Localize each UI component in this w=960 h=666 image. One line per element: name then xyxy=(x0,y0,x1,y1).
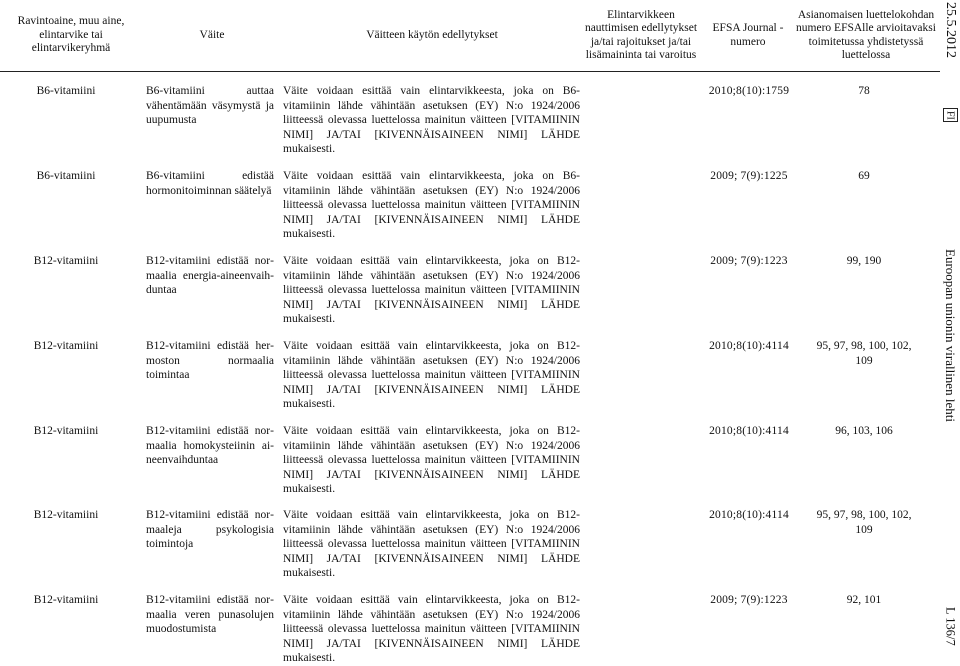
journal-title: Euroopan unionin virallinen lehti xyxy=(943,248,958,422)
page-margin xyxy=(940,0,960,663)
row-journal: 2009; 7(9):1223 xyxy=(710,255,788,267)
row-entry: 92, 101 xyxy=(846,594,882,606)
row-entry: 99, 190 xyxy=(846,255,882,267)
language-badge: FI xyxy=(940,95,960,135)
row-nutrient: B12-vitamiini xyxy=(33,509,99,521)
row-conditions: Väite voidaan esittää vain elintarvikkeesta, joka on B12-vitamiinin lähde vähintään asetuksen (EY) N:o 1924/2006 liitteessä olevassa luettelossa mainitun väitteen [VITAMIININ NIMI] JA/TAI [KIVENNÄISAINEEN NIMI] LÄHDE mukaisesti. xyxy=(283,425,580,495)
row-nutrient: B6-vitamiini xyxy=(36,85,96,97)
header-restrictions: Elintarvikkeen nauttimisen edellytykset ja/tai rajoitukset ja/tai lisämaininta tai varoitus xyxy=(584,8,698,61)
row-claim: B12-vitamiini edistää normaalia energia-aineenvaihduntaa xyxy=(146,255,274,296)
row-journal: 2010;8(10):4114 xyxy=(709,509,789,521)
row-conditions: Väite voidaan esittää vain elintarvikkeesta, joka on B6-vitamiinin lähde vähintään asetuksen (EY) N:o 1924/2006 liitteessä olevassa luettelossa mainitun väitteen [VITAMIININ NIMI] JA/TAI [KIVENNÄISAINEEN NIMI] LÄHDE mukaisesti. xyxy=(283,170,580,240)
row-nutrient: B6-vitamiini xyxy=(36,170,96,182)
row-journal: 2010;8(10):4114 xyxy=(709,340,789,352)
row-nutrient: B12-vitamiini xyxy=(33,340,99,352)
header-efsa-journal: EFSA Journal -numero xyxy=(712,22,784,48)
row-nutrient: B12-vitamiini xyxy=(33,425,99,437)
header-nutrient: Ravintoaine, muu aine, elintarvike tai elintarvikeryhmä xyxy=(17,15,125,55)
header-conditions: Väitteen käytön edellytykset xyxy=(366,28,498,41)
row-nutrient: B12-vitamiini xyxy=(33,255,99,267)
row-journal: 2010;8(10):1759 xyxy=(708,85,790,97)
row-entry: 69 xyxy=(858,170,870,182)
row-journal: 2010;8(10):4114 xyxy=(709,425,789,437)
row-conditions: Väite voidaan esittää vain elintarvikkeesta, joka on B12-vitamiinin lähde vähintään asetuksen (EY) N:o 1924/2006 liitteessä olevassa luettelossa mainitun väitteen [VITAMIININ NIMI] JA/TAI [KIVENNÄISAINEEN NIMI] LÄHDE mukaisesti. xyxy=(283,340,580,410)
row-conditions: Väite voidaan esittää vain elintarvikkeesta, joka on B12-vitamiinin lähde vähintään asetuksen (EY) N:o 1924/2006 liitteessä olevassa luettelossa mainitun väitteen [VITAMIININ NIMI] JA/TAI [KIVENNÄISAINEEN NIMI] LÄHDE mukaisesti. xyxy=(283,509,580,579)
header-entry-number: Asianomaisen luettelokohdan numero EFSAlle arvioitavaksi toimitetussa yhdistetyssä luettelossa xyxy=(796,8,936,61)
row-claim: B12-vitamiini edistää hermoston normaalia toimintaa xyxy=(146,340,274,381)
row-conditions: Väite voidaan esittää vain elintarvikkeesta, joka on B12-vitamiinin lähde vähintään asetuksen (EY) N:o 1924/2006 liitteessä olevassa luettelossa mainitun väitteen [VITAMIININ NIMI] JA/TAI [KIVENNÄISAINEEN NIMI] LÄHDE mukaisesti. xyxy=(283,255,580,325)
row-claim: B12-vitamiini edistää normaalia homokysteiinin aineenvaihduntaa xyxy=(146,425,274,466)
row-entry: 78 xyxy=(858,85,870,97)
row-entry: 95, 97, 98, 100, 102, 109 xyxy=(816,509,912,536)
row-claim: B12-vitamiini edistää normaalia veren punasolujen muodostumista xyxy=(146,594,274,635)
row-entry: 96, 103, 106 xyxy=(835,425,893,437)
page-number: L 136/7 xyxy=(943,607,958,646)
row-conditions: Väite voidaan esittää vain elintarvikkeesta, joka on B6-vitamiinin lähde vähintään asetuksen (EY) N:o 1924/2006 liitteessä olevassa luettelossa mainitun väitteen [VITAMIININ NIMI] JA/TAI [KIVENNÄISAINEEN NIMI] LÄHDE mukaisesti. xyxy=(283,85,580,155)
row-entry: 95, 97, 98, 100, 102, 109 xyxy=(816,340,912,367)
row-conditions: Väite voidaan esittää vain elintarvikkeesta, joka on B12-vitamiinin lähde vähintään asetuksen (EY) N:o 1924/2006 liitteessä olevassa luettelossa mainitun väitteen [VITAMIININ NIMI] JA/TAI [KIVENNÄISAINEEN NIMI] LÄHDE mukaisesti. xyxy=(283,594,580,664)
row-journal: 2009; 7(9):1225 xyxy=(710,170,788,182)
publication-date: 25.5.2012 xyxy=(943,2,958,58)
header-claim: Väite xyxy=(199,28,225,41)
row-claim: B12-vitamiini edistää normaaleja psykologisia toimintoja xyxy=(146,509,274,550)
row-nutrient: B12-vitamiini xyxy=(33,594,99,606)
table-header xyxy=(0,0,940,72)
row-claim: B6-vitamiini auttaa vähentämään väsymystä ja uupumusta xyxy=(146,85,274,126)
row-claim: B6-vitamiini edistää hormonitoiminnan säätelyä xyxy=(146,170,274,197)
row-journal: 2009; 7(9):1223 xyxy=(710,594,788,606)
